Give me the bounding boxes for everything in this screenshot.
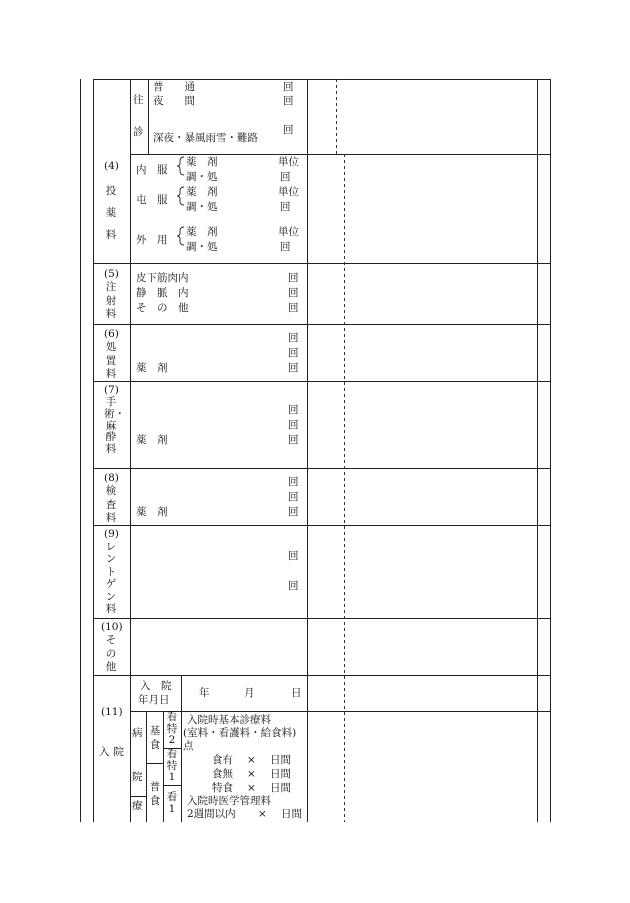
admission-fee-title: 入院時基本診療料 [187,714,271,726]
admission-basic-meal: 基食 [149,725,161,751]
treatment-unit-3: 回 [288,362,299,374]
meal-row-with-name: 食有 [212,754,233,766]
treatment-unit-2: 回 [288,347,299,359]
injection-row-sub-unit: 回 [288,272,299,284]
xray-number: (9) [104,528,119,540]
injection-number: (5) [104,268,119,280]
admission-day: 日 [291,687,302,699]
xray-unit-1: 回 [288,550,299,562]
admission-year: 年 [199,687,210,699]
admission-title: 入院 [99,746,128,758]
admission-fee-sub: (室料・看護料・給食料) [183,727,297,739]
surgery-unit-2: 回 [288,419,299,431]
admission-mgmt-unit: 日間 [281,808,302,820]
visit-row-late-unit: 回 [283,124,294,136]
surgery-unit-1: 回 [288,404,299,416]
injection-title: 注射料 [105,281,117,321]
other-number: (10) [101,621,123,633]
med-oral-line2: 調・処 [186,171,218,183]
exam-number: (8) [104,472,119,484]
xray-title: レントゲン料 [105,541,117,616]
admission-nurse-special-1: 看特1 [166,748,178,783]
meal-row-without-unit: 日間 [270,768,291,780]
med-asneeded-unit1: 単位 [278,186,299,198]
medication-title: 投薬料 [105,185,117,241]
admission-nurse-special-2: 看特2 [166,711,178,746]
med-asneeded-line1: 薬 剤 [186,186,218,198]
med-external-line2: 調・処 [186,241,218,253]
admission-fee-unit: 点 [183,740,194,752]
med-asneeded-line2: 調・処 [186,201,218,213]
medication-number: (4) [104,160,119,172]
med-external-unit2: 回 [280,241,291,253]
meal-row-without-name: 食無 [212,768,233,780]
visit-row-night: 夜 間 [153,95,195,107]
admission-date-label-bottom: 年月日 [138,694,170,706]
meal-row-special-unit: 日間 [270,782,291,794]
med-external-unit1: 単位 [278,226,299,238]
med-oral-unit2: 回 [280,171,291,183]
med-asneeded-name: 屯 服 [136,194,168,206]
med-external-name: 外 用 [136,234,168,246]
admission-mgmt-name: 2週間以内 [187,808,236,820]
admission-nurse-1: 看1 [166,791,178,815]
brace-external [177,227,184,245]
treatment-unit-1: 回 [288,332,299,344]
treatment-number: (6) [104,328,119,340]
injection-row-iv: 静 脈 内 [136,287,189,299]
meal-row-without-op: × [247,768,256,780]
visit-row-late: 深夜・暴風雨雪・難路 [153,132,258,144]
meal-row-with-unit: 日間 [270,754,291,766]
brace-oral [177,157,184,175]
injection-row-iv-unit: 回 [288,287,299,299]
other-title: その他 [105,634,117,674]
brace-asneeded [177,187,184,205]
med-external-line1: 薬 剤 [186,226,218,238]
surgery-drug: 薬 剤 [136,434,168,446]
visit-label-bottom: 診 [133,126,144,138]
treatment-title: 処置料 [105,341,117,381]
exam-title: 検査料 [105,485,117,525]
med-oral-line1: 薬 剤 [186,156,218,168]
admission-ward-mid: 院 [132,771,143,783]
meal-row-special-op: × [247,782,256,794]
xray-unit-2: 回 [288,580,299,592]
injection-row-other-unit: 回 [288,302,299,314]
admission-mgmt-op: × [258,808,267,820]
exam-unit-3: 回 [288,506,299,518]
visit-row-night-unit: 回 [283,95,294,107]
surgery-unit-3: 回 [288,434,299,446]
surgery-title: 手術・麻酔料 [104,396,125,456]
visit-row-normal: 普 通 [153,81,195,93]
admission-month: 月 [244,687,255,699]
med-asneeded-unit2: 回 [280,201,291,213]
treatment-drug: 薬 剤 [136,362,168,374]
admission-date-label-top: 入 院 [140,680,172,692]
exam-drug: 薬 剤 [136,506,168,518]
surgery-number: (7) [104,384,119,396]
admission-number: (11) [101,706,123,718]
admission-ward-top: 病 [132,727,143,739]
injection-row-other: そ の 他 [136,302,189,314]
injection-row-sub: 皮下筋肉内 [136,272,189,284]
exam-unit-1: 回 [288,476,299,488]
admission-normal-meal: 普食 [149,781,161,807]
meal-row-special-name: 特食 [212,782,233,794]
med-oral-unit1: 単位 [278,156,299,168]
visit-label-top: 往 [133,94,144,106]
admission-mgmt-title: 入院時医学管理料 [187,795,271,807]
exam-unit-2: 回 [288,491,299,503]
med-oral-name: 内 服 [136,164,168,176]
visit-row-normal-unit: 回 [283,81,294,93]
meal-row-with-op: × [247,754,256,766]
admission-ward-bottom: 療 [132,800,143,812]
